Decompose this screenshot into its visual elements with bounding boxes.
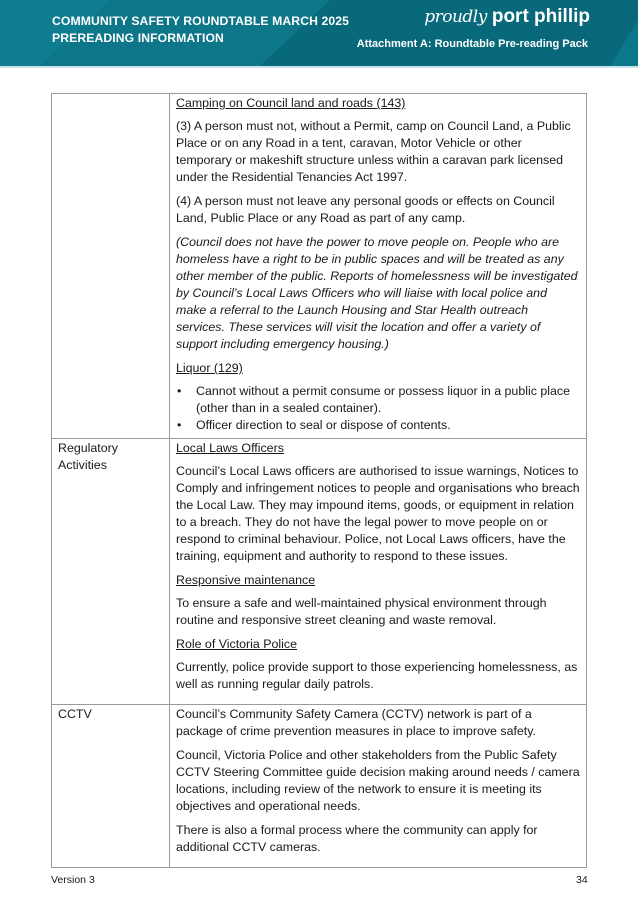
liquor-bullet-list bbox=[176, 383, 580, 434]
cctv-paragraph: Council, Victoria Police and other stakeholders from the Public Safety CCTV Steering Committee guide decision making around needs / camera locations, including review of the network to ensure it is meeting its objectives and operational needs. bbox=[176, 748, 580, 813]
logo-brand-name: port phillip bbox=[491, 6, 590, 27]
list-item: • Cannot without a permit consume or possess liquor in a public place (other than in a sealed container). bbox=[176, 383, 580, 417]
footer-version: Version 3 bbox=[51, 874, 95, 886]
document-title-line1: COMMUNITY SAFETY ROUNDTABLE MARCH 2025 bbox=[52, 14, 350, 28]
responsive-maintenance-text: To ensure a safe and well-maintained physical environment through routine and responsive street cleaning and waste removal. bbox=[176, 596, 547, 627]
row-content bbox=[170, 705, 587, 868]
info-table bbox=[51, 93, 587, 868]
table-row bbox=[52, 439, 587, 705]
cctv-paragraph: Council’s Community Safety Camera (CCTV) network is part of a package of crime prevention measures in place to improve safety. bbox=[176, 707, 536, 738]
row-label: CCTV bbox=[52, 705, 170, 868]
section-heading-responsive-maintenance: Responsive maintenance bbox=[176, 573, 316, 587]
document-title-line2: PREREADING INFORMATION bbox=[52, 31, 224, 45]
list-item: • Officer direction to seal or dispose of contents. bbox=[176, 417, 580, 434]
section-heading-camping: Camping on Council land and roads (143) bbox=[176, 96, 406, 110]
row-label: Regulatory Activities bbox=[52, 439, 170, 705]
row-content bbox=[170, 439, 587, 705]
footer-page-number: 34 bbox=[576, 874, 588, 886]
document-title bbox=[52, 13, 349, 47]
attachment-label: Attachment A: Roundtable Pre-reading Pack bbox=[356, 38, 588, 50]
table-row bbox=[52, 705, 587, 868]
table-row bbox=[52, 94, 587, 439]
camping-clause-4: (4) A person must not leave any personal goods or effects on Council Land, Public Place or any Road as part of any camp. bbox=[176, 194, 555, 225]
port-phillip-logo bbox=[424, 6, 590, 28]
row-label bbox=[52, 94, 170, 439]
section-heading-local-laws-officers: Local Laws Officers bbox=[176, 441, 284, 455]
section-heading-liquor: Liquor (129) bbox=[176, 361, 243, 375]
row-content bbox=[170, 94, 587, 439]
section-heading-victoria-police: Role of Victoria Police bbox=[176, 637, 297, 651]
header-divider bbox=[0, 66, 638, 68]
victoria-police-text: Currently, police provide support to those experiencing homelessness, as well as running regular daily patrols. bbox=[176, 660, 578, 691]
local-laws-officers-text: Council’s Local Laws officers are authorised to issue warnings, Notices to Comply and infringement notices to people and organisations who breach the Local Law. They may impound items, goods, or equipment in relation to a breach. They do not have the legal power to move people on or respond to criminal behaviour. Police, not Local Laws officers, have the training, equipment and authority to respond to these issues. bbox=[176, 464, 580, 563]
camping-note: (Council does not have the power to move people on. People who are homeless have a right to be in public spaces and will be treated as any other member of the public. Reports of homelessness will be investigated by Council’s Local Laws Officers who will liaise with local police and make a referral to the Launch Housing and Star Health outreach services. These services will visit the location and offer a variety of support including emergency housing.) bbox=[176, 235, 578, 351]
logo-script-text: proudly bbox=[424, 7, 487, 27]
camping-clause-3: (3) A person must not, without a Permit, camp on Council Land, a Public Place or on any Road in a tent, caravan, Motor Vehicle or other temporary or makeshift structure unless within a caravan park licensed under the Residential Tenancies Act 1997. bbox=[176, 119, 571, 184]
cctv-paragraph: There is also a formal process where the community can apply for additional CCTV cameras. bbox=[176, 823, 538, 854]
page-header-banner bbox=[0, 0, 638, 66]
